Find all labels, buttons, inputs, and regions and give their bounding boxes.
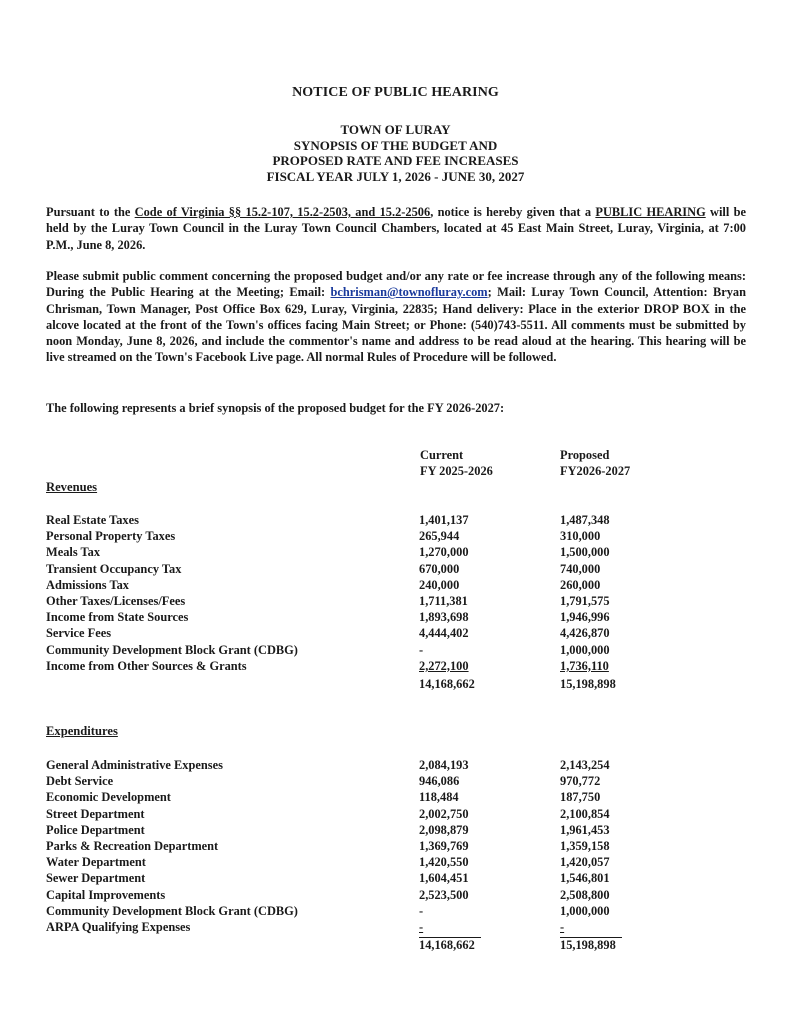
row-label: Debt Service xyxy=(46,774,114,789)
table-row xyxy=(0,561,791,577)
expenditures-total-proposed: 15,198,898 xyxy=(560,938,616,952)
proposed-value: 1,946,996 xyxy=(560,610,610,625)
current-value: 4,444,402 xyxy=(419,626,469,641)
row-label: Economic Development xyxy=(46,790,171,805)
row-label: Real Estate Taxes xyxy=(46,513,139,527)
notice-title: NOTICE OF PUBLIC HEARING xyxy=(292,85,499,100)
p2-before-email: Please submit public comment concerning the proposed budget and/or any rate or fee increase through any of the following means: During the Public Hearing at the Meeting; Email: xyxy=(46,269,746,300)
current-value: 2,098,879 xyxy=(419,822,469,837)
table-row xyxy=(0,544,791,560)
current-value: 118,484 xyxy=(419,790,459,805)
table-row xyxy=(0,593,791,609)
table-row xyxy=(0,903,791,919)
synopsis-intro: The following represents a brief synopsis of the proposed budget for the FY 2026-2027: xyxy=(46,401,505,415)
table-row xyxy=(0,577,791,593)
row-label: Parks & Recreation Department xyxy=(46,838,219,853)
row-label: General Administrative Expenses xyxy=(46,758,223,772)
current-value: 1,401,137 xyxy=(419,513,469,527)
table-row xyxy=(0,854,791,870)
current-value: - xyxy=(419,642,424,657)
current-value: 1,893,698 xyxy=(419,610,469,625)
revenues-total-current: 14,168,662 xyxy=(419,677,475,691)
row-label: Water Department xyxy=(46,855,146,870)
table-row xyxy=(0,658,791,674)
row-label: Other Taxes/Licenses/Fees xyxy=(46,593,186,608)
table-row xyxy=(0,789,791,805)
proposed-value: 4,426,870 xyxy=(560,626,610,641)
row-label: Transient Occupancy Tax xyxy=(46,561,182,576)
proposed-value: 310,000 xyxy=(560,529,601,544)
subtitle-line: PROPOSED RATE AND FEE INCREASES xyxy=(272,153,519,168)
revenues-total-proposed: 15,198,898 xyxy=(560,677,616,691)
proposed-value: 740,000 xyxy=(560,561,601,576)
current-header-line2: FY 2025-2026 xyxy=(420,464,493,478)
row-label: ARPA Qualifying Expenses xyxy=(46,919,191,934)
expenditures-heading: Expenditures xyxy=(46,724,118,738)
current-value: 240,000 xyxy=(419,577,460,592)
proposed-value: 1,961,453 xyxy=(560,822,610,837)
row-label: Income from State Sources xyxy=(46,610,189,625)
table-row xyxy=(0,757,791,773)
proposed-header-line2: FY2026-2027 xyxy=(560,464,631,478)
code-of-virginia-reference: Code of Virginia §§ 15.2-107, 15.2-2503, and 15.2-2506 xyxy=(134,205,431,219)
table-row xyxy=(0,887,791,903)
proposed-value: 1,420,057 xyxy=(560,855,610,870)
notice-subtitle xyxy=(0,122,791,184)
table-row xyxy=(0,870,791,886)
subtitle-line: TOWN OF LURAY xyxy=(340,122,451,137)
revenues-heading: Revenues xyxy=(46,480,98,494)
proposed-value: 2,508,800 xyxy=(560,887,610,902)
hearing-paragraph xyxy=(46,204,746,253)
proposed-value: - xyxy=(560,919,565,934)
table-row xyxy=(0,642,791,658)
p2-after-email: ; Mail: Luray Town Council, Attention: Bryan Chrisman, Town Manager, Post Office Box 629, Luray, Virginia, 22835; Hand delivery: Place in the exterior DROP BOX in the alcove located at the front of the Town's offices facing Main Street; or Phone: (540)743-5511. All comments must be submitted by noon Monday, June 8, 2026, and include the commentor's name and address to be read aloud at the hearing. This hearing will be live streamed on the Town's Facebook Live page. All normal Rules of Procedure will be followed. xyxy=(46,285,746,365)
table-row xyxy=(0,919,791,935)
proposed-column-header xyxy=(560,447,630,479)
email-link[interactable]: bchrisman@townofluray.com xyxy=(330,285,488,300)
proposed-value: 2,100,854 xyxy=(560,806,610,821)
table-row xyxy=(0,609,791,625)
current-value: 946,086 xyxy=(419,774,460,789)
row-label: Income from Other Sources & Grants xyxy=(46,658,247,673)
current-value: - xyxy=(419,903,424,918)
proposed-value: 260,000 xyxy=(560,577,601,592)
row-label: Personal Property Taxes xyxy=(46,529,176,544)
current-value: 2,084,193 xyxy=(419,758,469,772)
proposed-value: 1,487,348 xyxy=(560,513,610,527)
subtitle-line: FISCAL YEAR JULY 1, 2026 - JUNE 30, 2027 xyxy=(266,168,525,184)
revenues-table xyxy=(0,512,791,674)
proposed-value: 2,143,254 xyxy=(560,758,610,772)
row-label: Community Development Block Grant (CDBG) xyxy=(46,642,298,657)
row-label: Street Department xyxy=(46,806,145,821)
current-value: 2,523,500 xyxy=(419,887,469,902)
proposed-value: 187,750 xyxy=(560,790,601,805)
table-row xyxy=(0,838,791,854)
proposed-value: 970,772 xyxy=(560,774,601,789)
current-value: 265,944 xyxy=(419,529,460,544)
p1-rest: will be held by the Luray Town Council in the Luray Town Council Chambers, located at 45 East Main Street, Luray, Virginia, at 7:00 P.M., June 8, 2026. xyxy=(46,205,746,252)
row-label: Capital Improvements xyxy=(46,887,166,902)
current-value: 1,270,000 xyxy=(419,545,469,560)
table-row xyxy=(0,806,791,822)
row-label: Sewer Department xyxy=(46,871,146,886)
proposed-value: 1,500,000 xyxy=(560,545,610,560)
table-row xyxy=(0,528,791,544)
table-row xyxy=(0,773,791,789)
row-label: Community Development Block Grant (CDBG) xyxy=(46,903,298,918)
subtitle-line: SYNOPSIS OF THE BUDGET AND xyxy=(293,137,498,153)
current-value: 2,002,750 xyxy=(419,806,469,821)
row-label: Admissions Tax xyxy=(46,577,129,592)
expenditures-total-current: 14,168,662 xyxy=(419,938,475,952)
proposed-value: 1,000,000 xyxy=(560,903,610,918)
current-value: 1,420,550 xyxy=(419,855,469,870)
proposed-value: 1,000,000 xyxy=(560,642,610,657)
current-value: 670,000 xyxy=(419,561,460,576)
proposed-header-line1: Proposed xyxy=(560,448,610,462)
current-value: 1,369,769 xyxy=(419,838,469,853)
current-value: - xyxy=(419,919,424,934)
current-value: 1,604,451 xyxy=(419,871,469,886)
row-label: Meals Tax xyxy=(46,545,101,560)
table-row xyxy=(0,822,791,838)
current-value: 2,272,100 xyxy=(419,658,469,673)
proposed-value: 1,359,158 xyxy=(560,838,610,853)
p1-intro: Pursuant to the xyxy=(46,205,135,219)
comment-paragraph xyxy=(46,268,746,366)
proposed-value: 1,736,110 xyxy=(560,658,609,673)
table-row xyxy=(0,512,791,528)
proposed-value: 1,546,801 xyxy=(560,871,610,886)
p1-mid: , notice is hereby given that a xyxy=(430,205,596,219)
table-row xyxy=(0,625,791,641)
current-value: 1,711,381 xyxy=(419,593,468,608)
public-hearing-term: PUBLIC HEARING xyxy=(595,205,706,219)
row-label: Service Fees xyxy=(46,626,112,641)
current-header-line1: Current xyxy=(420,448,464,462)
current-column-header xyxy=(420,447,493,479)
proposed-value: 1,791,575 xyxy=(560,593,610,608)
row-label: Police Department xyxy=(46,822,145,837)
expenditures-table xyxy=(0,757,791,935)
